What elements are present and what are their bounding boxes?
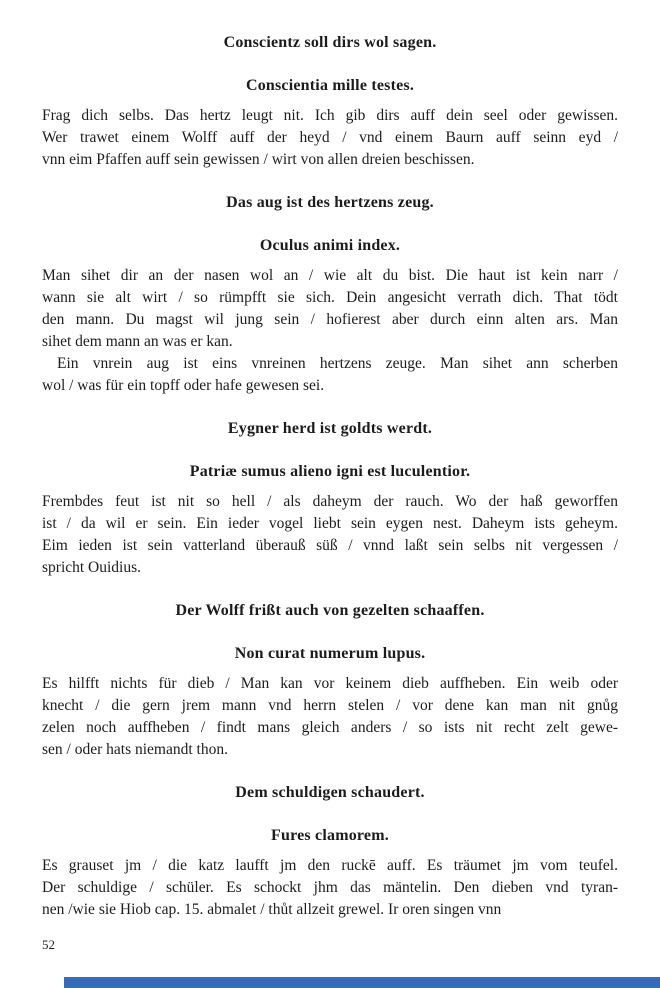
section-heading-latin: Fures clamorem. <box>271 827 389 844</box>
text-line: wann sie alt wirt / so rümpfft sie sich. Dein angesicht verrath dich. That tödt <box>42 289 618 306</box>
section-heading-latin: Non curat numerum lupus. <box>234 645 426 662</box>
section <box>42 193 618 397</box>
section-heading-german: Conscientz soll dirs wol sagen. <box>223 34 437 51</box>
section-body <box>42 673 618 761</box>
paragraph <box>42 353 618 397</box>
section-heading-latin: Conscientia mille testes. <box>245 77 415 94</box>
text-line: ist / da wil er sein. Ein ieder vogel liebt sein eygen nest. Daheym ists geheym. <box>42 515 618 532</box>
section-heading-german: Eygner herd ist goldts werdt. <box>227 420 433 437</box>
section-body <box>42 855 618 921</box>
text-line: den mann. Du magst wil jung sein / hofierest aber durch einn alten ars. Man <box>42 311 618 328</box>
text-line: spricht Ouidius. <box>42 559 142 576</box>
text-line: knecht / die gern jrem mann vnd herrn stelen / vor dene kan man nit gnůg <box>42 697 618 714</box>
paragraph <box>42 673 618 761</box>
section-body <box>42 265 618 397</box>
text-line: Frembdes feut ist nit so hell / als daheym der rauch. Wo der haß geworffen <box>42 493 618 510</box>
paragraph <box>42 491 618 579</box>
paragraph <box>42 265 618 353</box>
text-line: Ein vnrein aug ist eins vnreinen hertzens zeuge. Man sihet ann scherben <box>57 355 618 372</box>
section-heading-german: Der Wolff frißt auch von gezelten schaaffen. <box>175 602 485 619</box>
text-line: Eim ieden ist sein vatterland überauß süß / vnnd laßt sein selbs nit vergessen / <box>42 537 618 554</box>
sections <box>42 33 618 921</box>
text-line: Es grauset jm / die katz laufft jm den ruckē auff. Es träumet jm vom teufel. <box>42 857 618 874</box>
section <box>42 783 618 921</box>
section-heading-latin: Patriæ sumus alieno igni est luculentior. <box>189 463 471 480</box>
section-heading-latin: Oculus animi index. <box>259 237 401 254</box>
bottom-blue-bar <box>64 977 660 988</box>
section <box>42 419 618 579</box>
text-line: wol / was für ein topff oder hafe gewesen sei. <box>42 377 325 394</box>
text-line: Wer trawet einem Wolff auff der heyd / vnd einem Baurn auff seinn eyd / <box>42 129 618 146</box>
text-line: zelen noch auffheben / findt mans gleich anders / so ists nit recht zelt gewe- <box>42 719 618 736</box>
text-line: Man sihet dir an der nasen wol an / wie alt du bist. Die haut ist kein narr / <box>42 267 618 284</box>
text-line: sihet dem mann an was er kan. <box>42 333 233 350</box>
page-number: 52 <box>42 937 55 952</box>
text-line: nen /wie sie Hiob cap. 15. abmalet / thůt allzeit grewel. Ir oren singen vnn <box>42 901 502 918</box>
text-line: Frag dich selbs. Das hertz leugt nit. Ich gib dirs auff dein seel oder gewissen. <box>42 107 618 124</box>
text-line: Es hilfft nichts für dieb / Man kan vor keinem dieb auffheben. Ein weib oder <box>42 675 618 692</box>
section <box>42 33 618 171</box>
section-body <box>42 105 618 171</box>
text-line: Der schuldige / schüler. Es schockt jhm das mäntelin. Den dieben vnd tyran- <box>42 879 618 896</box>
section-body <box>42 491 618 579</box>
text-line: sen / oder hats niemandt thon. <box>42 741 228 758</box>
paragraph <box>42 855 618 921</box>
section <box>42 601 618 761</box>
text-line: vnn eim Pfaffen auff sein gewissen / wirt von allen dreien beschissen. <box>42 151 475 168</box>
paragraph <box>42 105 618 171</box>
section-heading-german: Dem schuldigen schaudert. <box>235 784 425 801</box>
section-heading-german: Das aug ist des hertzens zeug. <box>226 194 434 211</box>
